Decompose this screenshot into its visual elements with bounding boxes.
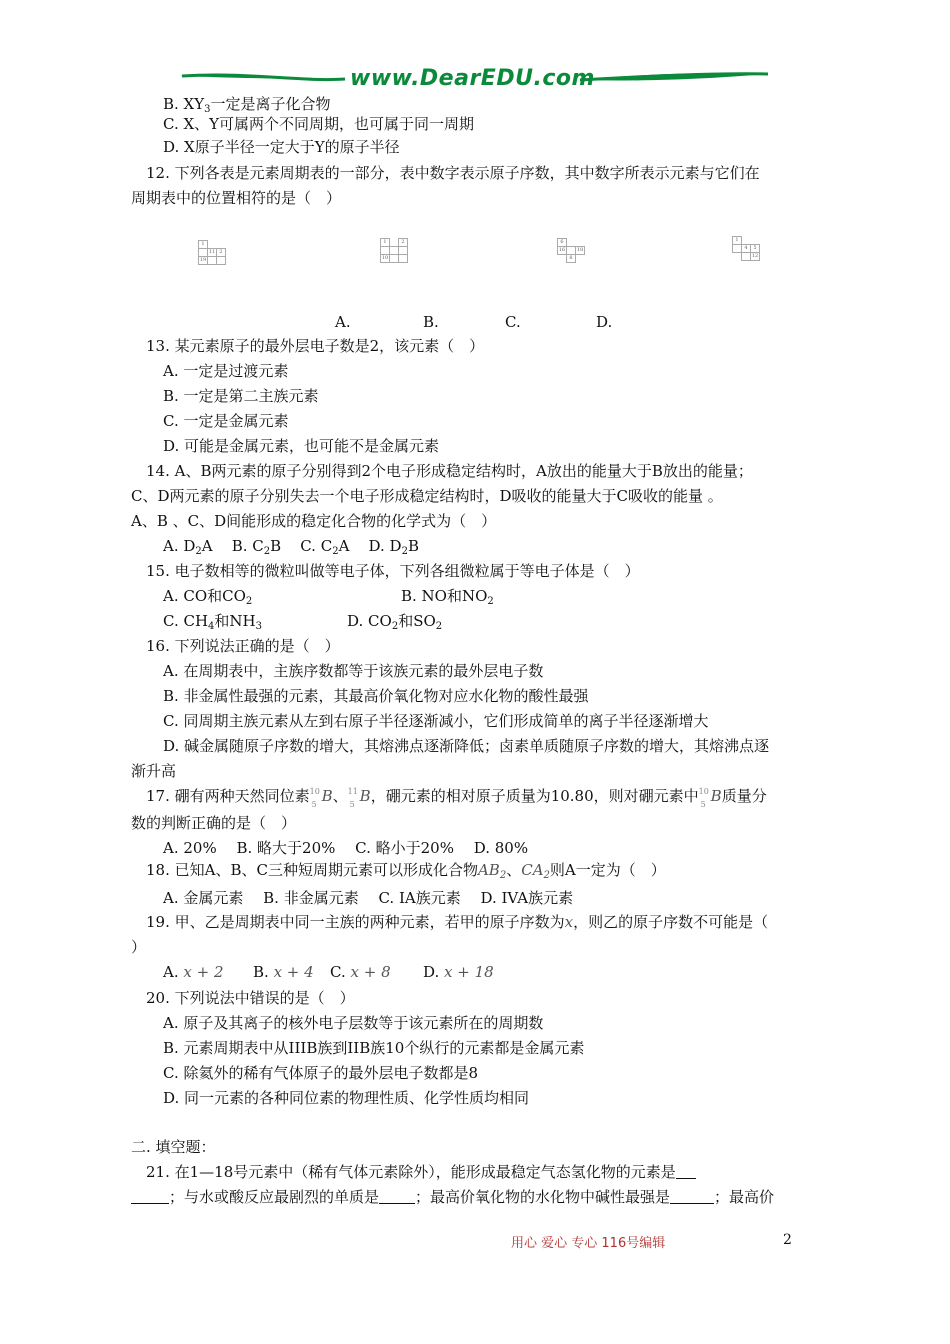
- isotope-b10: 10 5: [309, 787, 320, 809]
- q16-option-d-line1: D. 碱金属随原子序数的增大，其熔沸点逐渐降低；卤素单质随原子序数的增大，其熔沸点逐: [163, 737, 770, 755]
- q13-option-b: B. 一定是第二主族元素: [163, 387, 319, 405]
- q19-stem-line1: 19. 甲、乙是周期表中同一主族的两种元素，若甲的原子序数为x，则乙的原子序数不可能是（: [146, 913, 769, 931]
- q11-option-c: C. X、Y可属两个不同周期，也可属于同一周期: [163, 115, 475, 133]
- q18-stem: 18. 已知A、B、C三种短周期元素可以形成化合物$AB_2$、$CA_2$则A一定为（ ）: [146, 861, 666, 881]
- q21-line2: ；与水或酸反应最剧烈的单质是 ；最高价氧化物的水化物中碱性最强是 ；最高价: [131, 1187, 774, 1207]
- q19-option-a: A. x + 2: [163, 963, 224, 981]
- q15-option-c: C. $CH_4$和$NH_3$: [163, 612, 263, 632]
- q19-option-d: D. x + 18: [423, 963, 494, 981]
- q19-stem-line2: ）: [131, 938, 147, 956]
- q15-option-b: B. NO和$NO_2$: [401, 587, 494, 607]
- q17-stem-line1: 17. 硼有两种天然同位素 10 5 B、 11 5 B，硼元素的相对原子质量为10.80，则对硼元素中 10 5 B质量分: [146, 787, 767, 809]
- q14-stem-line2: C、D两元素的原子分别失去一个电子形成稳定结构时，D吸收的能量大于C吸收的能量 。: [131, 487, 723, 505]
- q11-option-d: D. X原子半径一定大于Y的原子半径: [163, 138, 400, 156]
- q13-option-a: A. 一定是过渡元素: [163, 362, 289, 380]
- footer-slogan: 用心 爱心 专心 116号编辑: [511, 1236, 666, 1251]
- answer-blank[interactable]: [379, 1188, 415, 1204]
- q14-stem-line3: A、B 、C、D间能形成的稳定化合物的化学式为（ ）: [131, 512, 497, 530]
- q12-label-a: A.: [335, 313, 351, 331]
- q14-stem-line1: 14. A、B两元素的原子分别得到2个电子形成稳定结构时，A放出的能量大于B放出的能量；: [146, 462, 753, 480]
- answer-blank[interactable]: [131, 1188, 169, 1204]
- q21-line1: 21. 在1—18号元素中（稀有气体元素除外），能形成最稳定气态氢化物的元素是: [146, 1162, 696, 1182]
- answer-blank[interactable]: [670, 1188, 714, 1204]
- q13-option-d: D. 可能是金属元素，也可能不是金属元素: [163, 437, 440, 455]
- q12-label-c: C.: [505, 313, 521, 331]
- q18-options: A. 金属元素 B. 非金属元素 C. IA族元素 D. IVA族元素: [163, 889, 574, 907]
- isotope-b10-ref: 10 5: [698, 787, 709, 809]
- answer-blank[interactable]: [676, 1163, 696, 1179]
- q12-stem-line2: 周期表中的位置相符的是（ ）: [131, 189, 342, 207]
- q19-option-b: B. x + 4: [253, 963, 314, 981]
- page-number: 2: [783, 1232, 792, 1248]
- q16-option-a: A. 在周期表中，主族序数都等于该族元素的最外层电子数: [163, 662, 544, 680]
- q20-option-d: D. 同一元素的各种同位素的物理性质、化学性质均相同: [163, 1089, 530, 1107]
- q15-option-a: A. CO和$CO_2$: [163, 587, 253, 607]
- q11-option-b: B. $XY_3$一定是离子化合物: [163, 95, 331, 115]
- q16-option-c: C. 同周期主族元素从左到右原子半径逐渐减小，它们形成简单的离子半径逐渐增大: [163, 712, 709, 730]
- q15-stem: 15. 电子数相等的微粒叫做等电子体，下列各组微粒属于等电子体是（ ）: [146, 562, 640, 580]
- q16-option-d-line2: 渐升高: [131, 762, 177, 780]
- q20-option-c: C. 除氦外的稀有气体原子的最外层电子数都是8: [163, 1064, 479, 1082]
- site-header-banner: [180, 64, 770, 94]
- site-url: www.DearEDU.com: [350, 66, 595, 91]
- q12-label-b: B.: [423, 313, 439, 331]
- q17-options: A. 20% B. 略大于20% C. 略小于20% D. 80%: [163, 839, 529, 857]
- q14-options: A. $D_2A$ B. $C_2B$ C. $C_2A$ D. $D_2B$: [163, 537, 419, 557]
- q16-option-b: B. 非金属性最强的元素，其最高价氧化物对应水化物的酸性最强: [163, 687, 589, 705]
- q20-stem: 20. 下列说法中错误的是（ ）: [146, 989, 355, 1007]
- q12-table-c: 6 16 18 8: [558, 239, 584, 261]
- q17-stem-line2: 数的判断正确的是（ ）: [131, 814, 297, 832]
- q15-option-d: D. $CO_2$和$SO_2$: [347, 612, 443, 632]
- q12-table-a: 1 11 2 19: [198, 240, 226, 265]
- q12-stem-line1: 12. 下列各表是元素周期表的一部分，表中数字表示原子序数，其中数字所表示元素与它们在: [146, 164, 760, 182]
- q20-option-b: B. 元素周期表中从IIIB族到IIB族10个纵行的元素都是金属元素: [163, 1039, 585, 1057]
- isotope-b11: 11 5: [347, 787, 358, 809]
- q12-table-b: 1 2 10: [380, 238, 408, 263]
- q20-option-a: A. 原子及其离子的核外电子层数等于该元素所在的周期数: [163, 1014, 544, 1032]
- q12-table-d: 1 4 5 12: [732, 236, 760, 261]
- section-title-fill-in: 二. 填空题：: [131, 1138, 216, 1156]
- q12-label-d: D.: [596, 313, 613, 331]
- q16-stem: 16. 下列说法正确的是（ ）: [146, 637, 340, 655]
- q19-option-c: C. x + 8: [330, 963, 391, 981]
- q13-stem: 13. 某元素原子的最外层电子数是2，该元素（ ）: [146, 337, 485, 355]
- q13-option-c: C. 一定是金属元素: [163, 412, 289, 430]
